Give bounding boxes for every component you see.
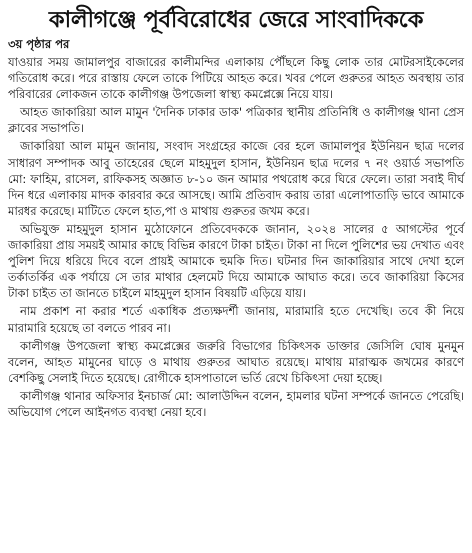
article-paragraph: অভিযুক্ত মাহমুদুল হাসান মুঠোফোনে প্রতিবেদককে জানান, ২০২৪ সালের ৫ আগস্টের পূর্বে জাকারিয়া প্রায় সময়ই আমার কাছে বিভিন্ন কারণে টাকা চাইত। টাকা না দিলে পুলিশের ভয় দেখাত এবং পুলিশ দিয়ে ধরিয়ে দিবে বলে প্রায়ই আমাকে হুমকি দিত। ঘটনার দিন জাকারিয়ার সাথে দেখা হলে তর্কাতর্কির এক পর্যায়ে সে তার মাথার হেলমেট দিয়ে আমাকে আঘাত করে। তবে জাকারিয়া কিসের টাকা চাইত তা জানতে চাইলে মাহমুদুল হাসান বিষয়টি এড়িয়ে যায়। (8, 221, 464, 301)
article-paragraph: যাওয়ার সময় জামালপুর বাজারের কালীমন্দির এলাকায় পৌঁছলে কিছু লোক তার মোটরসাইকেলের গতিরোধ করে। পরে রাস্তায় ফেলে তাকে পিটিয়ে আহত করে। খবর পেলে গুরুতর আহত অবস্থায় তার পরিবারের লোকজন তাকে কালীগঞ্জ উপজেলা স্বাস্থ্য কমপ্লেক্সে নিয়ে যায়। (8, 55, 464, 102)
article-paragraph: জাকারিয়া আল মামুন জানায়, সংবাদ সংগ্রহের কাজে বের হলে জামালপুর ইউনিয়ন ছাত্র দলের সাধারণ সম্পাদক আবু তাহেরের ছেলে মাহমুদুল হাসান, ইউনিয়ন ছাত্র দলের ৭ নং ওয়ার্ড সভাপতি মো: ফাহিম, রাসেল, রাফিকসহ অজ্ঞাত ৮-১০ জন আমার পথরোধ করে ঘিরে ফেলে। তারা সবাই দীর্ঘ দিন ধরে এলাকায় মাদক কারবার করে আসছে। আমি প্রতিবাদ করায় তারা এলোপাতাড়ি ভাবে আমাকে মারধর করেছে। মাটিতে ফেলে হাত,পা ও মাথায় গুরুতর জখম করে। (8, 139, 464, 218)
continued-from-label: ৩য় পৃষ্ঠার পর (8, 37, 70, 51)
article-paragraph: আহত জাকারিয়া আল মামুন 'দৈনিক ঢাকার ডাক' পত্রিকার স্থানীয় প্রতিনিধি ও কালীগঞ্জ থানা প্রেস ক্লাবের সভাপতি। (8, 105, 464, 136)
article-paragraph: কালীগঞ্জ থানার অফিসার ইনচার্জ মো: আলাউদ্দিন বলেন, হামলার ঘটনা সম্পর্কে জানতে পেরেছি। অভিযোগ পেলে আইনগত ব্যবস্থা নেয়া হবে। (8, 388, 464, 419)
article-paragraph: নাম প্রকাশ না করার শর্তে একাধিক প্রত্যক্ষদর্শী জানায়, মারামারি হতে দেখেছি। তবে কী নিয়ে মারামারি হয়েছে তা বলতে পারব না। (8, 304, 464, 335)
article-paragraph: কালীগঞ্জ উপজেলা স্বাস্থ্য কমপ্লেক্সের জরুরি বিভাগের চিকিৎসক ডাক্তার জেসিলি ঘোষ মুনমুন বলেন, আহত মামুনের ঘাড়ে ও মাথায় গুরুতর আঘাত রয়েছে। মাথায় মারাত্মক জখমের কারণে বেশকিছু সেলাই দিতে হয়েছে। রোগীকে হাসপাতালে ভর্তি রেখে চিকিৎসা দেয়া হচ্ছে। (8, 338, 464, 385)
article-body (8, 54, 464, 420)
headline: কালীগঞ্জে পূর্ববিরোধের জেরে সাংবাদিককে (48, 7, 424, 33)
